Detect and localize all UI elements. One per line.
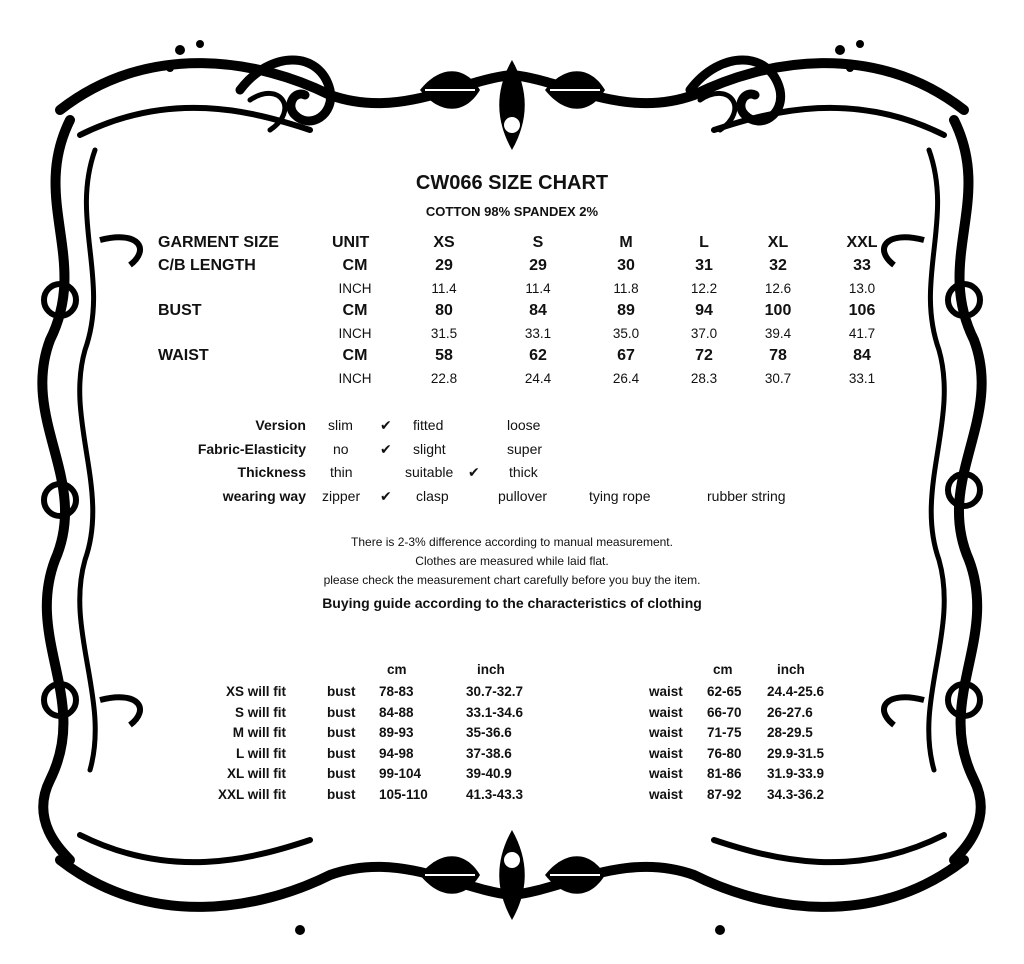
attr-option: zipper xyxy=(322,488,361,504)
table-cell: 41.7 xyxy=(848,326,876,341)
table-cell: 11.4 xyxy=(431,281,457,296)
frame-bottom xyxy=(60,830,964,935)
table-cell: 106 xyxy=(848,302,876,319)
guide-waist-cm-header: cm xyxy=(713,662,733,677)
guide-bust-label: bust xyxy=(327,725,356,740)
frame-right xyxy=(884,120,982,860)
table-cell: 39.4 xyxy=(764,326,792,341)
guide-waist-inch-header: inch xyxy=(777,662,805,677)
attr-option: no xyxy=(333,441,349,457)
unit-inch: INCH xyxy=(338,281,372,296)
guide-bust-cm: 94-98 xyxy=(379,746,414,761)
header-size-xs: XS xyxy=(433,234,455,251)
table-cell: 12.6 xyxy=(764,281,792,296)
guide-waist-label: waist xyxy=(649,746,683,761)
attr-option: super xyxy=(507,441,543,457)
guide-waist-inch: 28-29.5 xyxy=(767,725,813,740)
table-cell: 26.4 xyxy=(612,371,640,386)
table-cell: 89 xyxy=(617,302,635,319)
guide-bust-cm: 105-110 xyxy=(379,787,428,802)
guide-waist-cm: 66-70 xyxy=(707,705,742,720)
table-cell: 11.8 xyxy=(613,281,639,296)
row-label-cb-length: C/B LENGTH xyxy=(158,257,256,274)
table-cell: 30 xyxy=(617,257,635,274)
guide-fit-label: XL will fit xyxy=(226,766,286,781)
attr-option: fitted xyxy=(413,417,444,433)
guide-waist-inch: 24.4-25.6 xyxy=(767,684,825,699)
guide-bust-cm: 89-93 xyxy=(379,725,414,740)
guide-bust-inch: 30.7-32.7 xyxy=(466,684,524,699)
guide-waist-inch: 31.9-33.9 xyxy=(767,766,825,781)
guide-bust-label: bust xyxy=(327,705,356,720)
attr-option: pullover xyxy=(498,488,548,504)
guide-fit-label: XS will fit xyxy=(225,684,286,699)
attr-option: slim xyxy=(328,417,353,433)
guide-bust-inch-header: inch xyxy=(477,662,505,677)
guide-bust-inch: 35-36.6 xyxy=(466,725,512,740)
header-size-m: M xyxy=(619,234,633,251)
guide-bust-cm: 84-88 xyxy=(379,705,414,720)
attr-option: thick xyxy=(509,464,538,480)
table-cell: 30.7 xyxy=(764,371,792,386)
table-cell: 29 xyxy=(435,257,453,274)
frame-top xyxy=(60,40,964,150)
table-cell: 29 xyxy=(529,257,547,274)
table-cell: 58 xyxy=(435,347,453,364)
guide-bust-label: bust xyxy=(327,766,356,781)
note-line: please check the measurement chart carefully before you buy the item. xyxy=(323,573,701,587)
checkmark-icon: ✔ xyxy=(468,464,480,480)
table-cell: 80 xyxy=(435,302,453,319)
guide-bust-label: bust xyxy=(327,684,356,699)
table-cell: 13.0 xyxy=(848,281,876,296)
guide-waist-cm: 81-86 xyxy=(707,766,742,781)
guide-waist-label: waist xyxy=(649,766,683,781)
table-cell: 33.1 xyxy=(848,371,876,386)
guide-waist-cm: 76-80 xyxy=(707,746,742,761)
page-subtitle: COTTON 98% SPANDEX 2% xyxy=(425,204,599,219)
attr-option: thin xyxy=(330,464,353,480)
guide-waist-label: waist xyxy=(649,705,683,720)
table-cell: 84 xyxy=(853,347,871,364)
guide-waist-cm: 62-65 xyxy=(707,684,742,699)
guide-waist-inch: 34.3-36.2 xyxy=(767,787,825,802)
table-cell: 84 xyxy=(529,302,547,319)
attr-label-thickness: Thickness xyxy=(237,464,306,480)
row-label-waist: WAIST xyxy=(158,347,209,364)
attr-label-version: Version xyxy=(255,417,306,433)
attr-option: rubber string xyxy=(707,488,786,504)
table-cell: 32 xyxy=(769,257,787,274)
attr-option: clasp xyxy=(416,488,449,504)
guide-bust-cm: 78-83 xyxy=(379,684,414,699)
table-cell: 100 xyxy=(764,302,792,319)
guide-bust-inch: 33.1-34.6 xyxy=(466,705,524,720)
unit-cm: CM xyxy=(342,347,368,364)
unit-cm: CM xyxy=(342,257,368,274)
table-cell: 67 xyxy=(617,347,635,364)
guide-fit-label: XXL will fit xyxy=(217,787,286,802)
table-cell: 28.3 xyxy=(690,371,718,386)
table-cell: 31.5 xyxy=(430,326,458,341)
guide-waist-inch: 29.9-31.5 xyxy=(767,746,825,761)
guide-fit-label: S will fit xyxy=(234,705,286,720)
guide-bust-label: bust xyxy=(327,746,356,761)
attr-option: slight xyxy=(413,441,446,457)
table-cell: 72 xyxy=(695,347,713,364)
header-size-s: S xyxy=(532,234,544,251)
table-cell: 11.4 xyxy=(525,281,551,296)
unit-cm: CM xyxy=(342,302,368,319)
table-cell: 22.8 xyxy=(430,371,458,386)
table-cell: 94 xyxy=(695,302,713,319)
guide-fit-label: M will fit xyxy=(232,725,286,740)
header-size-l: L xyxy=(699,234,709,251)
checkmark-icon: ✔ xyxy=(380,488,392,504)
table-cell: 31 xyxy=(695,257,713,274)
guide-fit-label: L will fit xyxy=(236,746,286,761)
guide-waist-inch: 26-27.6 xyxy=(767,705,813,720)
table-cell: 78 xyxy=(769,347,787,364)
guide-bust-label: bust xyxy=(327,787,356,802)
table-cell: 12.2 xyxy=(690,281,718,296)
page-title: CW066 SIZE CHART xyxy=(415,172,609,194)
attr-label-wearing-way: wearing way xyxy=(222,488,306,504)
attr-label-fabric-elasticity: Fabric-Elasticity xyxy=(197,441,306,457)
guide-bust-cm-header: cm xyxy=(387,662,407,677)
header-size-xl: XL xyxy=(767,234,789,251)
table-cell: 33.1 xyxy=(524,326,552,341)
buying-guide-title: Buying guide according to the characteristics of clothing xyxy=(322,595,702,611)
note-line: Clothes are measured while laid flat. xyxy=(415,554,609,568)
table-cell: 37.0 xyxy=(690,326,718,341)
guide-waist-cm: 87-92 xyxy=(707,787,742,802)
unit-inch: INCH xyxy=(338,326,372,341)
guide-waist-cm: 71-75 xyxy=(707,725,742,740)
guide-waist-label: waist xyxy=(649,725,683,740)
attr-option: loose xyxy=(507,417,541,433)
header-size-xxl: XXL xyxy=(846,234,878,251)
attr-option: tying rope xyxy=(589,488,651,504)
table-cell: 35.0 xyxy=(612,326,640,341)
guide-waist-label: waist xyxy=(649,684,683,699)
table-cell: 24.4 xyxy=(524,371,552,386)
unit-inch: INCH xyxy=(338,371,372,386)
guide-bust-inch: 37-38.6 xyxy=(466,746,512,761)
table-cell: 33 xyxy=(853,257,871,274)
checkmark-icon: ✔ xyxy=(380,417,392,433)
attr-option: suitable xyxy=(405,464,454,480)
guide-waist-label: waist xyxy=(649,787,683,802)
header-garment-size: GARMENT SIZE xyxy=(158,234,279,251)
guide-bust-inch: 41.3-43.3 xyxy=(466,787,524,802)
guide-bust-inch: 39-40.9 xyxy=(466,766,512,781)
note-line: There is 2-3% difference according to manual measurement. xyxy=(351,535,673,549)
guide-bust-cm: 99-104 xyxy=(379,766,422,781)
table-cell: 62 xyxy=(529,347,547,364)
row-label-bust: BUST xyxy=(158,302,202,319)
checkmark-icon: ✔ xyxy=(380,441,392,457)
header-unit: UNIT xyxy=(332,234,370,251)
